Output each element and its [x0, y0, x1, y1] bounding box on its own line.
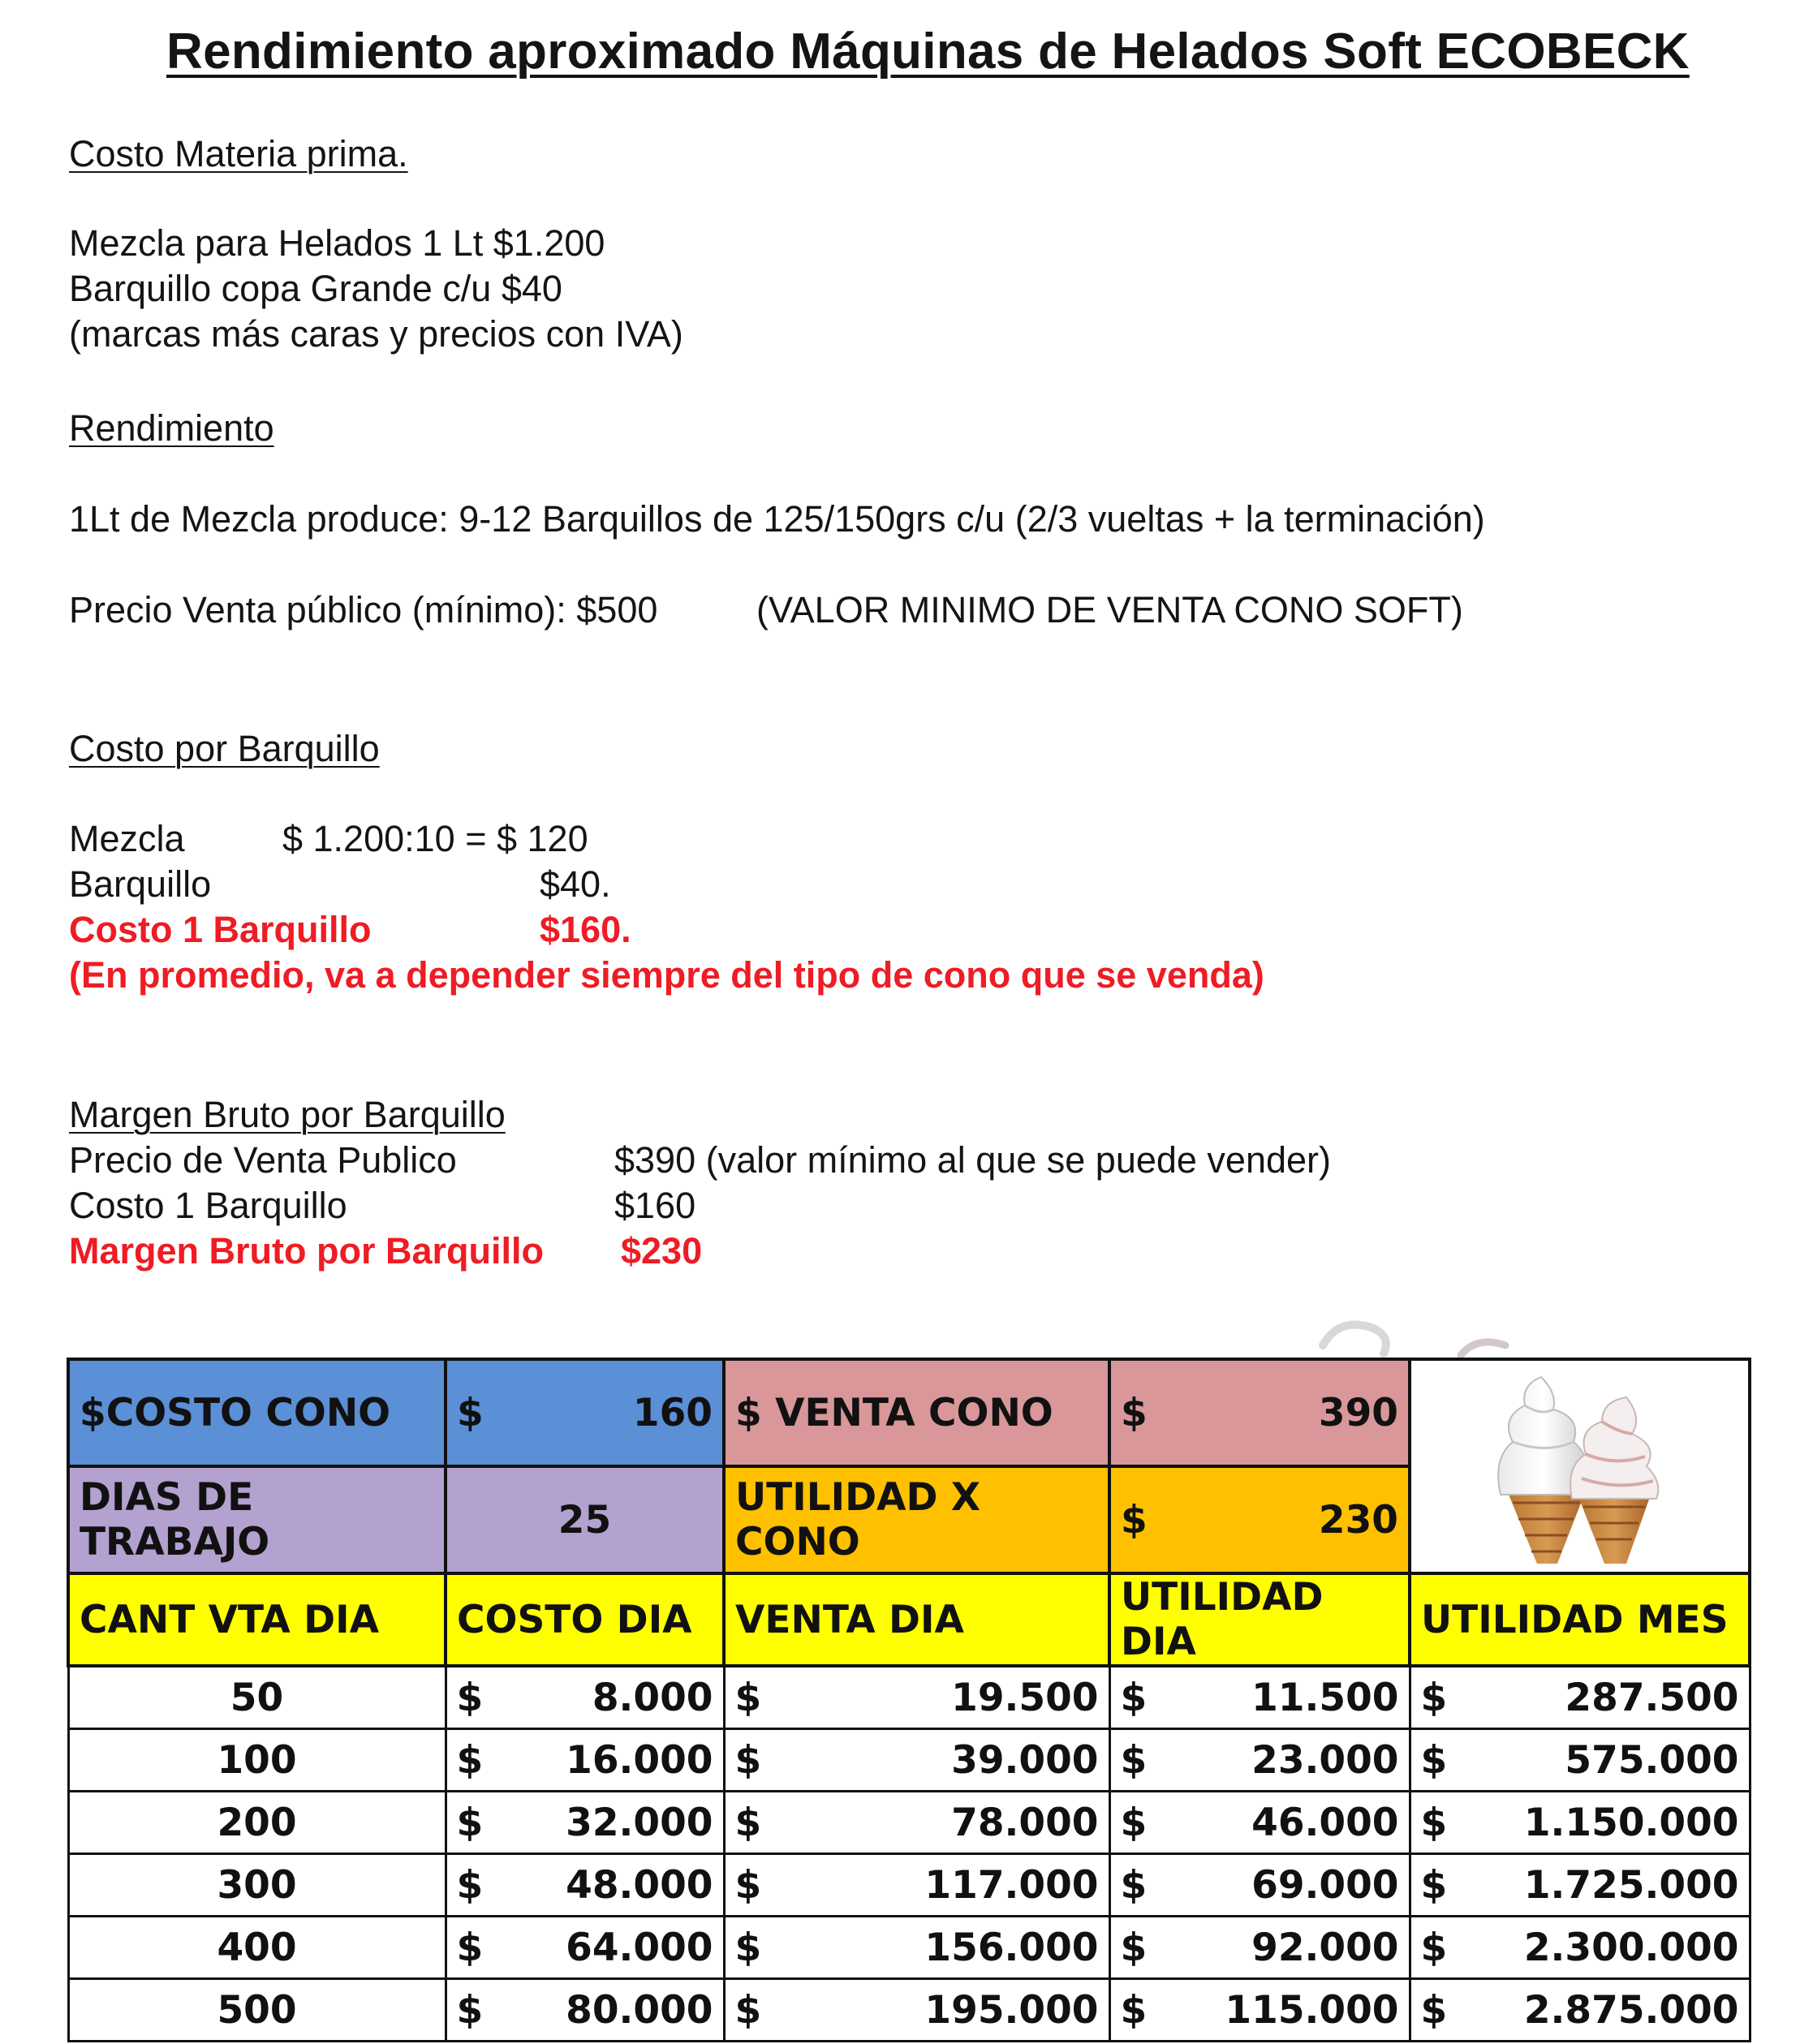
costo-cell — [446, 1666, 724, 1729]
util-dia-cell — [1109, 1979, 1410, 2042]
util-dia-cell — [1109, 1917, 1410, 1979]
util-dia-value: 69.000 — [1251, 1862, 1399, 1908]
util-mes-cell — [1410, 1729, 1750, 1792]
venta-cono-value: 390 — [1318, 1390, 1398, 1435]
currency-sign: $ — [456, 1987, 484, 2033]
column-header: UTILIDAD DIA — [1109, 1573, 1410, 1666]
dias-trabajo-label: DIAS DE TRABAJO — [68, 1466, 446, 1573]
costo-value: 80.000 — [566, 1987, 713, 2033]
util-mes-value: 2.875.000 — [1523, 1987, 1739, 2033]
cant-cell — [68, 1666, 446, 1729]
cant-vta-dia: 300 — [217, 1862, 297, 1908]
currency-sign: $ — [1420, 1925, 1448, 1970]
column-header-row — [68, 1573, 1750, 1666]
cant-vta-dia: 400 — [217, 1925, 297, 1970]
cant-vta-dia: 500 — [217, 1987, 297, 2033]
currency-sign: $ — [457, 1390, 484, 1435]
table-row — [68, 1666, 1750, 1729]
table-row — [68, 1917, 1750, 1979]
cant-cell — [68, 1854, 446, 1917]
mezcla-label: Mezcla — [69, 818, 185, 859]
column-header: CANT VTA DIA — [68, 1573, 446, 1666]
currency-sign: $ — [734, 1987, 762, 2033]
util-dia-value: 46.000 — [1251, 1800, 1399, 1845]
marcas-note: (marcas más caras y precios con IVA) — [69, 313, 683, 355]
currency-sign: $ — [1120, 1862, 1148, 1908]
venta-cell — [724, 1979, 1109, 2042]
currency-sign: $ — [734, 1737, 762, 1783]
barquillo-value: $40. — [540, 863, 611, 905]
costo-value: 8.000 — [592, 1675, 713, 1720]
currency-sign: $ — [1120, 1987, 1148, 2033]
venta-value: 195.000 — [924, 1987, 1099, 2033]
mezcla-price-line: Mezcla para Helados 1 Lt $1.200 — [69, 222, 605, 264]
currency-sign: $ — [1420, 1675, 1448, 1720]
costo-value: 16.000 — [566, 1737, 713, 1783]
util-mes-cell — [1410, 1979, 1750, 2042]
costo-label: Costo 1 Barquillo — [69, 1185, 347, 1226]
currency-sign: $ — [1121, 1390, 1148, 1435]
util-dia-cell — [1109, 1729, 1410, 1792]
util-dia-cell — [1109, 1792, 1410, 1854]
table-header-row-1 — [68, 1359, 1750, 1466]
currency-sign: $ — [1420, 1800, 1448, 1845]
cone-swirl-decoration — [1315, 1313, 1526, 1362]
currency-sign: $ — [456, 1862, 484, 1908]
barquillo-price-line: Barquillo copa Grande c/u $40 — [69, 268, 562, 309]
utilidad-cono-value: 230 — [1318, 1497, 1398, 1543]
utilidad-cono-label: UTILIDAD X CONO — [724, 1466, 1109, 1573]
util-dia-value: 11.500 — [1251, 1675, 1399, 1720]
cant-vta-dia: 200 — [217, 1800, 297, 1845]
util-dia-value: 23.000 — [1251, 1737, 1399, 1783]
column-header: COSTO DIA — [446, 1573, 724, 1666]
util-mes-cell — [1410, 1666, 1750, 1729]
util-mes-value: 1.725.000 — [1523, 1862, 1739, 1908]
promedio-note: (En promedio, va a depender siempre del tipo de cono que se venda) — [69, 954, 1264, 996]
costo-barquillo-label: Costo 1 Barquillo — [69, 909, 372, 950]
table-row — [68, 1792, 1750, 1854]
costo-cell — [446, 1729, 724, 1792]
util-dia-value: 92.000 — [1251, 1925, 1399, 1970]
currency-sign: $ — [1120, 1800, 1148, 1845]
currency-sign: $ — [456, 1925, 484, 1970]
cant-cell — [68, 1917, 446, 1979]
costo-value: 32.000 — [566, 1800, 713, 1845]
margen-label: Margen Bruto por Barquillo — [69, 1230, 544, 1272]
costo-cell — [446, 1854, 724, 1917]
currency-sign: $ — [1420, 1987, 1448, 2033]
rendimiento-line: 1Lt de Mezcla produce: 9-12 Barquillos de 125/150grs c/u (2/3 vueltas + la terminación) — [69, 498, 1485, 540]
currency-sign: $ — [1420, 1862, 1448, 1908]
precio-publico-value: $390 (valor mínimo al que se puede vender) — [614, 1139, 1332, 1181]
util-mes-cell — [1410, 1917, 1750, 1979]
cant-vta-dia: 100 — [217, 1737, 297, 1783]
currency-sign: $ — [1120, 1925, 1148, 1970]
util-mes-value: 2.300.000 — [1523, 1925, 1739, 1970]
cant-cell — [68, 1729, 446, 1792]
venta-cono-cell — [1109, 1359, 1410, 1466]
precio-publico-label: Precio de Venta Publico — [69, 1139, 457, 1181]
venta-cell — [724, 1666, 1109, 1729]
venta-value: 19.500 — [951, 1675, 1099, 1720]
barquillo-label: Barquillo — [69, 863, 212, 905]
venta-value: 156.000 — [924, 1925, 1099, 1970]
mezcla-calc: $ 1.200:10 = $ 120 — [282, 818, 588, 859]
costo-value: $160 — [614, 1185, 696, 1226]
utilidad-cono-cell — [1109, 1466, 1410, 1573]
ice-cream-image-cell — [1410, 1359, 1750, 1573]
column-header: UTILIDAD MES — [1410, 1573, 1750, 1666]
util-dia-value: 115.000 — [1225, 1987, 1399, 2033]
costo-barquillo-heading: Costo por Barquillo — [69, 728, 380, 769]
venta-value: 39.000 — [951, 1737, 1099, 1783]
table-row — [68, 1729, 1750, 1792]
util-mes-value: 1.150.000 — [1523, 1800, 1739, 1845]
table-row — [68, 1979, 1750, 2042]
util-mes-value: 575.000 — [1565, 1737, 1739, 1783]
rendimiento-heading: Rendimiento — [69, 407, 274, 449]
costo-materia-heading: Costo Materia prima. — [69, 133, 408, 174]
venta-cono-label: $ VENTA CONO — [724, 1359, 1109, 1466]
costo-cell — [446, 1979, 724, 2042]
venta-cell — [724, 1792, 1109, 1854]
costo-value: 64.000 — [566, 1925, 713, 1970]
dias-trabajo-value: 25 — [446, 1466, 724, 1573]
margen-value: $230 — [621, 1230, 703, 1272]
currency-sign: $ — [456, 1737, 484, 1783]
currency-sign: $ — [734, 1800, 762, 1845]
venta-cell — [724, 1917, 1109, 1979]
currency-sign: $ — [734, 1925, 762, 1970]
currency-sign: $ — [1121, 1497, 1148, 1543]
cant-cell — [68, 1979, 446, 2042]
column-header: VENTA DIA — [724, 1573, 1109, 1666]
soft-ice-cream-cone-icon — [1444, 1361, 1712, 1564]
costo-cono-value: 160 — [632, 1390, 713, 1435]
costo-cono-cell — [446, 1359, 724, 1466]
costo-cell — [446, 1917, 724, 1979]
util-mes-cell — [1410, 1854, 1750, 1917]
costo-cell — [446, 1792, 724, 1854]
util-dia-cell — [1109, 1854, 1410, 1917]
rendimiento-table — [67, 1358, 1751, 2042]
currency-sign: $ — [734, 1862, 762, 1908]
page-title: Rendimiento aproximado Máquinas de Helados Soft ECOBECK — [166, 24, 1690, 80]
margen-heading: Margen Bruto por Barquillo — [69, 1094, 506, 1135]
util-mes-value: 287.500 — [1565, 1675, 1739, 1720]
table-row — [68, 1854, 1750, 1917]
precio-venta-note: (VALOR MINIMO DE VENTA CONO SOFT) — [756, 589, 1463, 630]
precio-venta-line: Precio Venta público (mínimo): $500 — [69, 589, 658, 630]
cant-cell — [68, 1792, 446, 1854]
cant-vta-dia: 50 — [230, 1675, 284, 1720]
currency-sign: $ — [1120, 1737, 1148, 1783]
util-dia-cell — [1109, 1666, 1410, 1729]
costo-cono-label: $COSTO CONO — [68, 1359, 446, 1466]
costo-value: 48.000 — [566, 1862, 713, 1908]
currency-sign: $ — [456, 1675, 484, 1720]
currency-sign: $ — [734, 1675, 762, 1720]
venta-cell — [724, 1854, 1109, 1917]
venta-cell — [724, 1729, 1109, 1792]
venta-value: 78.000 — [951, 1800, 1099, 1845]
currency-sign: $ — [456, 1800, 484, 1845]
costo-barquillo-value: $160. — [540, 909, 631, 950]
util-mes-cell — [1410, 1792, 1750, 1854]
currency-sign: $ — [1120, 1675, 1148, 1720]
currency-sign: $ — [1420, 1737, 1448, 1783]
venta-value: 117.000 — [924, 1862, 1099, 1908]
